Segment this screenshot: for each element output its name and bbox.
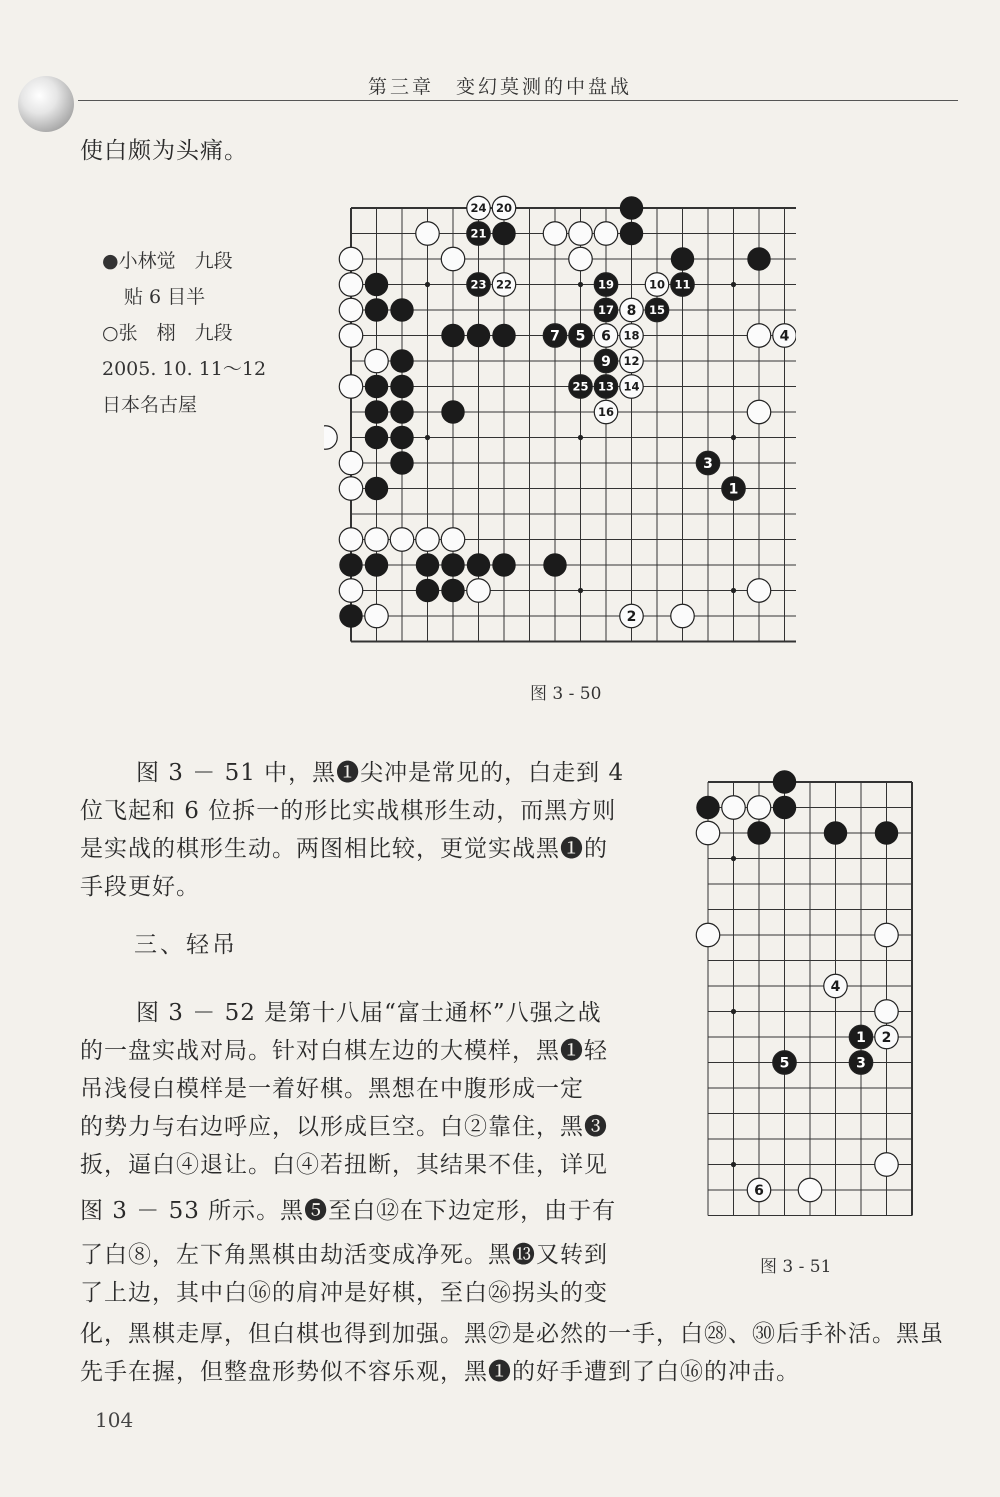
black-stone bbox=[467, 553, 490, 576]
white-stone bbox=[875, 923, 898, 946]
move-number-label: 24 bbox=[470, 201, 487, 216]
figure-caption-3-51: 图 3 - 51 bbox=[760, 1257, 832, 1277]
move-number-label: 19 bbox=[597, 277, 615, 292]
white-stone bbox=[875, 1000, 898, 1023]
black-stone bbox=[365, 298, 388, 321]
star-point bbox=[731, 856, 736, 861]
star-point bbox=[578, 282, 583, 287]
white-player: ○张 栩 九段 bbox=[102, 322, 233, 344]
white-stone bbox=[441, 247, 464, 270]
white-stone bbox=[875, 1153, 898, 1176]
para2-line-8: 了上边，其中白⑯的肩冲是好棋，至白㉖拐头的变 bbox=[80, 1280, 608, 1306]
go-board-figure-3-51 bbox=[686, 755, 942, 1221]
black-stone bbox=[365, 400, 388, 423]
game-date: 2005. 10. 11～12 bbox=[102, 358, 267, 380]
black-stone bbox=[365, 273, 388, 296]
white-stone bbox=[569, 222, 592, 245]
white-stone bbox=[747, 324, 770, 347]
black-stone bbox=[390, 400, 413, 423]
para2-line-5: 扳，逼白④退让。白④若扭断，其结果不佳，详见 bbox=[80, 1152, 608, 1178]
move-number-label: 6 bbox=[601, 328, 611, 345]
black-player: ●小林觉 九段 bbox=[102, 250, 233, 272]
move-number-label: 5 bbox=[779, 1055, 790, 1072]
black-stone bbox=[441, 400, 464, 423]
black-stone bbox=[747, 247, 770, 270]
white-stone bbox=[339, 451, 362, 474]
move-number-label: 17 bbox=[597, 303, 615, 318]
black-stone bbox=[773, 796, 796, 819]
figure-caption-3-50: 图 3 - 50 bbox=[530, 684, 602, 704]
star-point bbox=[578, 435, 583, 440]
star-point bbox=[731, 435, 736, 440]
move-number-label: 14 bbox=[623, 379, 640, 394]
black-stone bbox=[875, 821, 898, 844]
white-stone bbox=[339, 273, 362, 296]
black-stone bbox=[671, 247, 694, 270]
para1-line-3: 是实战的棋形生动。两图相比较，更觉实战黑❶的 bbox=[80, 836, 608, 862]
black-stone bbox=[416, 553, 439, 576]
board-3-51-svg bbox=[686, 755, 942, 1221]
carryover-line: 使白颇为头痛。 bbox=[80, 138, 248, 164]
para2-line-9: 化，黑棋走厚，但白棋也得到加强。黑㉗是必然的一手，白㉘、㉚后手补活。黑虽 bbox=[80, 1321, 944, 1347]
move-number-label: 18 bbox=[623, 328, 640, 343]
move-number-label: 20 bbox=[495, 201, 513, 216]
black-stone bbox=[339, 604, 362, 627]
page-number: 104 bbox=[95, 1408, 134, 1432]
black-stone bbox=[773, 770, 796, 793]
black-stone bbox=[492, 222, 515, 245]
move-number-label: 23 bbox=[470, 277, 487, 292]
move-number-label: 4 bbox=[830, 979, 841, 996]
para1-line-4: 手段更好。 bbox=[80, 874, 200, 900]
move-number-label: 8 bbox=[626, 303, 637, 320]
black-stone bbox=[467, 324, 490, 347]
move-number-label: 1 bbox=[728, 481, 739, 498]
para2-line-4: 的势力与右边呼应，以形成巨空。白②靠住，黑❸ bbox=[80, 1114, 608, 1140]
move-number-label: 15 bbox=[648, 303, 666, 318]
white-stone bbox=[339, 375, 362, 398]
move-number-label: 9 bbox=[601, 354, 611, 371]
move-number-label: 2 bbox=[881, 1030, 892, 1047]
para2-line-7: 了白⑧，左下角黑棋由劫活变成净死。黑⓭又转到 bbox=[80, 1242, 608, 1268]
black-stone bbox=[620, 196, 643, 219]
black-stone bbox=[441, 324, 464, 347]
white-stone bbox=[569, 247, 592, 270]
white-stone bbox=[339, 247, 362, 270]
white-stone bbox=[543, 222, 566, 245]
white-stone bbox=[365, 604, 388, 627]
star-point bbox=[578, 588, 583, 593]
move-number-label: 3 bbox=[703, 456, 713, 473]
board-3-50-svg bbox=[324, 181, 796, 647]
move-number-label: 12 bbox=[623, 354, 640, 369]
move-number-label: 3 bbox=[856, 1055, 866, 1072]
star-point bbox=[425, 282, 430, 287]
white-stone bbox=[467, 579, 490, 602]
white-stone bbox=[747, 400, 770, 423]
black-stone bbox=[492, 553, 515, 576]
black-stone bbox=[365, 375, 388, 398]
white-stone bbox=[339, 298, 362, 321]
move-number-label: 1 bbox=[856, 1030, 866, 1047]
para2-line-2: 的一盘实战对局。针对白棋左边的大模样，黑❶轻 bbox=[80, 1038, 608, 1064]
header-rule bbox=[78, 100, 958, 101]
white-stone bbox=[416, 528, 439, 551]
game-venue: 日本名古屋 bbox=[102, 394, 198, 416]
white-stone bbox=[339, 528, 362, 551]
para2-line-1: 图 3 － 52 是第十八届“富士通杯”八强之战 bbox=[136, 1000, 602, 1026]
black-stone bbox=[492, 324, 515, 347]
black-stone bbox=[390, 375, 413, 398]
white-stone bbox=[747, 579, 770, 602]
star-point bbox=[731, 1162, 736, 1167]
white-stone bbox=[722, 796, 745, 819]
para1-line-1: 图 3 － 51 中，黑❶尖冲是常见的，白走到 4 bbox=[136, 760, 625, 786]
white-stone bbox=[594, 222, 617, 245]
move-number-label: 7 bbox=[550, 328, 560, 345]
star-point bbox=[731, 1009, 736, 1014]
white-stone bbox=[390, 528, 413, 551]
white-stone bbox=[339, 477, 362, 500]
move-number-label: 13 bbox=[597, 379, 615, 394]
chapter-header: 第三章 变幻莫测的中盘战 bbox=[367, 76, 632, 98]
black-stone bbox=[365, 477, 388, 500]
black-stone bbox=[390, 451, 413, 474]
para2-line-10: 先手在握，但整盘形势似不容乐观，黑❶的好手遭到了白⑯的冲击。 bbox=[80, 1359, 800, 1385]
move-number-label: 25 bbox=[572, 379, 589, 394]
black-stone bbox=[339, 553, 362, 576]
black-stone bbox=[441, 579, 464, 602]
white-stone bbox=[416, 222, 439, 245]
black-stone bbox=[365, 553, 388, 576]
go-board-figure-3-50 bbox=[324, 181, 796, 647]
white-stone bbox=[696, 821, 719, 844]
move-number-label: 22 bbox=[495, 277, 513, 292]
komi: 贴 6 目半 bbox=[124, 286, 206, 308]
move-number-label: 4 bbox=[779, 328, 790, 345]
white-stone bbox=[671, 604, 694, 627]
para2-line-6: 图 3 － 53 所示。黑❺至白⑫在下边定形，由于有 bbox=[80, 1198, 617, 1224]
black-stone bbox=[747, 821, 770, 844]
move-number-label: 6 bbox=[754, 1183, 764, 1200]
black-stone bbox=[696, 796, 719, 819]
move-number-label: 21 bbox=[470, 226, 487, 241]
star-point bbox=[731, 282, 736, 287]
white-stone bbox=[747, 796, 770, 819]
white-stone bbox=[441, 528, 464, 551]
black-stone bbox=[390, 426, 413, 449]
black-stone bbox=[543, 553, 566, 576]
white-stone bbox=[339, 324, 362, 347]
star-point bbox=[425, 435, 430, 440]
white-stone bbox=[696, 923, 719, 946]
white-stone bbox=[365, 349, 388, 372]
black-stone bbox=[365, 426, 388, 449]
para2-line-3: 吊浅侵白模样是一着好棋。黑想在中腹形成一定 bbox=[80, 1076, 584, 1102]
black-stone bbox=[620, 222, 643, 245]
white-stone bbox=[339, 579, 362, 602]
move-number-label: 16 bbox=[597, 405, 615, 420]
section-heading: 三、轻吊 bbox=[134, 932, 238, 958]
black-stone bbox=[824, 821, 847, 844]
white-stone bbox=[365, 528, 388, 551]
move-number-label: 5 bbox=[575, 328, 586, 345]
para1-line-2: 位飞起和 6 位拆一的形比实战棋形生动，而黑方则 bbox=[80, 798, 617, 824]
black-stone bbox=[441, 553, 464, 576]
move-number-label: 10 bbox=[648, 277, 666, 292]
black-stone bbox=[390, 298, 413, 321]
game-info bbox=[102, 243, 266, 423]
white-stone bbox=[324, 426, 337, 449]
star-point bbox=[731, 588, 736, 593]
move-number-label: 11 bbox=[674, 277, 691, 292]
black-stone bbox=[390, 349, 413, 372]
white-stone bbox=[798, 1178, 821, 1201]
move-number-label: 2 bbox=[626, 609, 637, 626]
black-stone bbox=[416, 579, 439, 602]
